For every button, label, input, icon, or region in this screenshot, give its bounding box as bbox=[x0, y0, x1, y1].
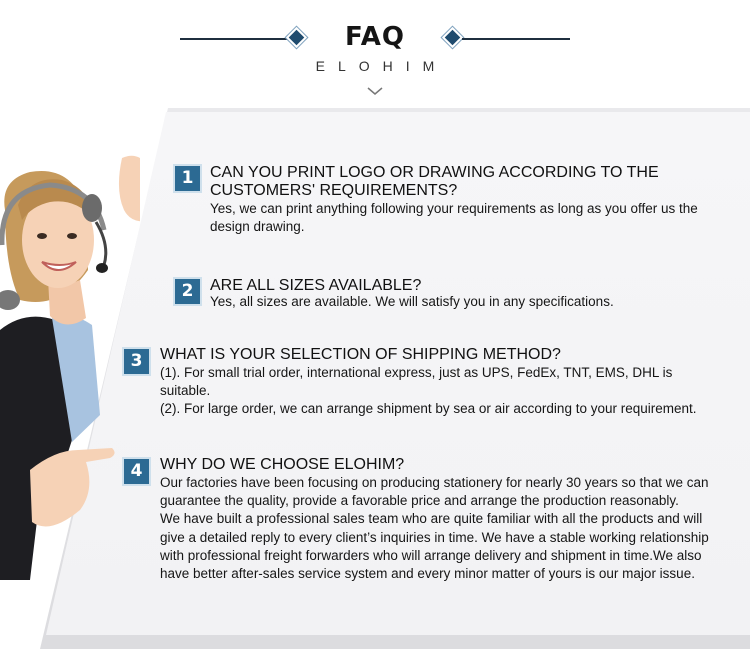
header-line-right bbox=[462, 38, 570, 40]
faq-question: CAN YOU PRINT LOGO OR DRAWING ACCORDING TO THE CUSTOMERS' REQUIREMENTS? bbox=[210, 164, 659, 199]
faq-question: WHY DO WE CHOOSE ELOHIM? bbox=[160, 456, 405, 473]
faq-answer-paragraph: Yes, we can print anything following your requirements as long as you offer us the design drawing. bbox=[210, 201, 698, 235]
page-title: FAQ bbox=[344, 22, 405, 52]
faq-number-badge: 3 bbox=[124, 349, 149, 374]
brand-subtitle: ELOHIM bbox=[315, 58, 448, 74]
faq-number-badge: 4 bbox=[124, 459, 149, 484]
faq-question: ARE ALL SIZES AVAILABLE? bbox=[210, 277, 422, 294]
faq-question: WHAT IS YOUR SELECTION OF SHIPPING METHOD? bbox=[160, 346, 561, 363]
faq-header bbox=[0, 0, 750, 110]
faq-answer-paragraph: Our factories have been focusing on producing stationery for nearly 30 years so that we can guarantee the quality, provide a favorable price and arrange the production reasonably. bbox=[160, 475, 709, 509]
faq-number-badge: 1 bbox=[175, 166, 200, 191]
faq-answer bbox=[210, 200, 710, 236]
faq-answer bbox=[160, 364, 720, 419]
faq-number-badge: 2 bbox=[175, 279, 200, 304]
customer-service-woman-image bbox=[0, 150, 140, 590]
faq-answer-paragraph: Yes, all sizes are available. We will satisfy you in any specifications. bbox=[210, 294, 614, 309]
faq-answer-paragraph: (1). For small trial order, international express, just as UPS, FedEx, TNT, EMS, DHL is suitable. bbox=[160, 365, 673, 399]
faq-answer-paragraph: (2). For large order, we can arrange shipment by sea or air according to your requirement. bbox=[160, 401, 697, 417]
chevron-down-icon bbox=[366, 86, 384, 96]
faq-answer bbox=[210, 293, 710, 311]
faq-answer-paragraph: We have built a professional sales team who are quite familiar with all the products and will give a detailed reply to every client’s inquiries in time. We have a stable working relationship with professional freight forwarders who will arrange delivery and shipment in time.We also have better after-sales service system and every minor matter of yours is our major issue. bbox=[160, 511, 709, 582]
faq-answer bbox=[160, 474, 712, 583]
